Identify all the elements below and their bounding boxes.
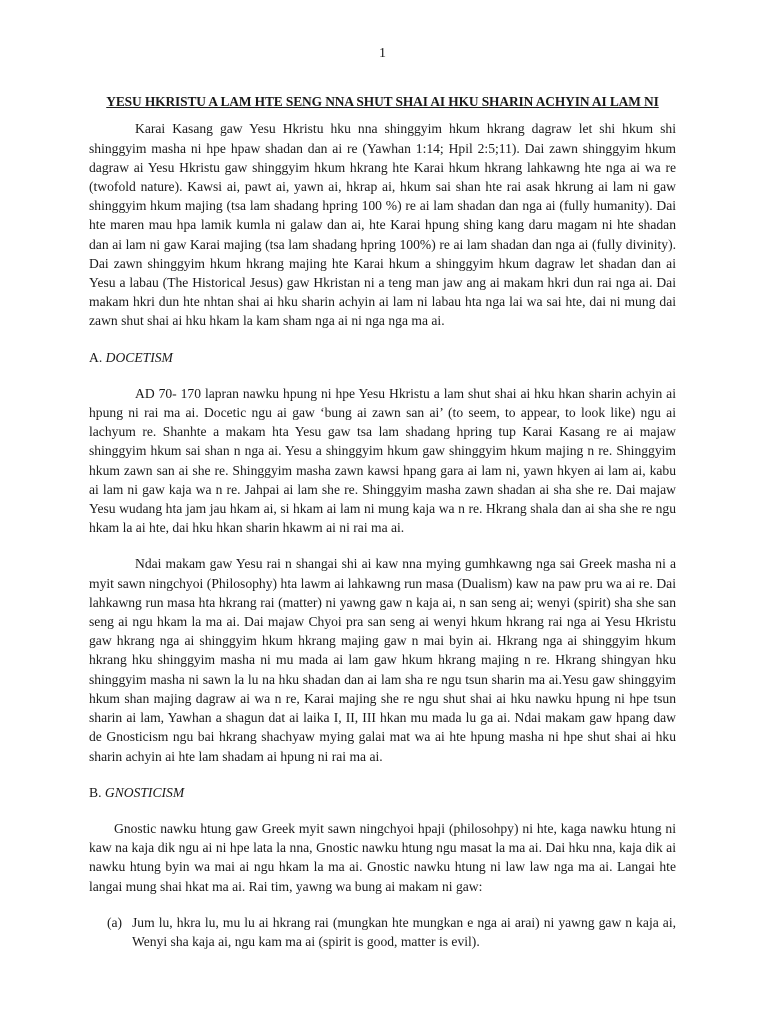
section-b-letter: B <box>89 784 99 800</box>
section-b-title: GNOSTICISM <box>104 784 185 800</box>
section-a-heading: A. DOCETISM <box>89 349 173 365</box>
section-b-heading: B. GNOSTICISM <box>89 784 185 800</box>
docetism-paragraph-1: AD 70- 170 lapran nawku hpung ni hpe Yesu Hkristu a lam shut shai ai hku hkan sharin achyin ai hpung ni rai ma ai. Docetic ngu ai gaw ‘bung ai zawn san ai’ (to seem, to appear, to look like) ngu ai lachyum re. Shanhte a makam hta Yesu gaw tsa lam shadang hpring tup Karai Kasang re ai majaw shinggyim hkum sai shan n nga ai. Yesu a shinggyim hkum gaw shinggyim hkum majing n re. Shinggyim hkum zawn san ai she re. Shinggyim masha zawn kawsi hpang gara ai lam ni, yawn hkyen ai lam ai, kabu ai lam ni gaw kaja wa n re. Jahpai ai lam she re. Shinggyim masha zawn shadan ai sha she re. Dai majaw Yesu wudang hta jam jau hkam ai, si hkam ai lam ni mung kaja wa n re. Hkrang shala dan ai sha she re ngu hkam la ai hte, dai hku hkan sharin hkawm ai ni rai ma ai. <box>89 385 676 536</box>
intro-paragraph: Karai Kasang gaw Yesu Hkristu hku nna shinggyim hkum hkrang dagraw let shi hkum shi shinggyim masha ni hpe hpaw shadan dan ai re (Yawhan 1:14; Hpil 2:5;11). Dai zawn shinggyim hkum dagraw ai Yesu Hkristu gaw shinggyim hkum hkrang hte Karai hkum hkrang lahkawng hte nga ai wa re (twofold nature). Kawsi ai, pawt ai, yawn ai, hkrap ai, hkum sai shan hte rai asak hkrung ai lam ni gaw shinggyim hkum majing (tsa lam shadang hpring 100 %) re ai lam shadan dan nga ai (fully humanity). Dai hte maren mau hpa lamik kumla ni galaw dan ai, hte Karai hpung shing kang daru magam ni hte shadan dan ai lam ni gaw Karai majing (tsa lam shadang hpring 100%) re ai lam shadan dan nga ai (fully divinity). Dai zawn shinggyim hkum hkrang majing hte Karai hkum a shinggyim hkum dagraw let shadan dan ai Yesu a labau (The Historical Jesus) gaw Hkristan ni a teng man jaw ang ai makam hkri dun rai nga ai. Dai makam hkri dun hte nhtan shai ai hku sharin achyin ai lam ni labau hta nga lai wa sai hte, dai ni mung dai zawn shut shai ai hku hkam la kam sham nga ai ni nga nga ma ai. <box>89 121 676 329</box>
gnosticism-belief-list <box>89 913 676 951</box>
page-number: 1 <box>379 46 386 61</box>
docetism-paragraph-2: Ndai makam gaw Yesu rai n shangai shi ai kaw nna mying gumhkawng nga sai Greek masha ni a myit sawn ningchyoi (Philosophy) hta lawm ai lahkawng run masa (Dualism) kaw na paw pru wa ai re. Dai lahkawng run masa hta hkrang rai (matter) ni yawng gaw n kaja ai, n san seng ai; wenyi (spirit) sha she san seng ai ngu hkam la ma ai. Dai majaw Chyoi pra san seng ai wenyi hkum hkrang rai nga ai Yesu Hkristu gaw hkrang nga ai shinggyim hkum hkrang majing gaw n mai byin ai. Hkrang nga ai shinggyim hkum hkrang hku shinggyim masha ni mu mada ai lam gaw hkum hkrang majing n re. Hkrang shingyan hku shinggyim masha ni sawn la lu na hku shadan dan ai lam sha re ngu tsun sharin ma ai.Yesu gaw shinggyim hkum shan majing dagraw ai wa n re, Karai majing she re ngu shut shai ai hku nawku hpung ni hpe tsun sharin ai lam, Yawhan a shagun dat ai laika I, II, III hkan mu mada lu ga ai. Ndai makam gaw hpang daw de Gnosticism ngu bai hkrang shachyaw mying galai mat wa ai hte hpung masha ni hpe shut shai ai hku sharin achyin ai hte lam shadam ai hpung ni rai ma ai. <box>89 556 676 764</box>
section-a-letter: A <box>89 349 99 365</box>
section-a-title: DOCETISM <box>105 349 173 365</box>
document-title: YESU HKRISTU A LAM HTE SENG NNA SHUT SHAI AI HKU SHARIN ACHYIN AI LAM NI <box>106 94 659 110</box>
list-item-marker: (a) <box>107 914 123 930</box>
gnosticism-intro-paragraph: Gnostic nawku htung gaw Greek myit sawn ningchyoi hpaji (philosohpy) ni hte, kaga nawku htung ni kaw na kaja dik ngu ai ni hpe lata la nna, Gnostic nawku htung ngu masat la ma ai. Dai hku nna, kaja dik ai nawku htung byin wa mai ai ngu hkam la ma ai. Gnostic nawku htung ni law law nga ma ai. Langai hte langai mung shai hkat ma ai. Rai tim, yawng wa bung ai makam ni gaw: <box>89 820 676 894</box>
list-item-text: Jum lu, hkra lu, mu lu ai hkrang rai (mungkan hte mungkan e nga ai arai) ni yawng gaw n kaja ai, Wenyi sha kaja ai, ngu kam ma ai (spirit is good, matter is evil). <box>132 914 676 949</box>
list-item <box>107 913 676 951</box>
